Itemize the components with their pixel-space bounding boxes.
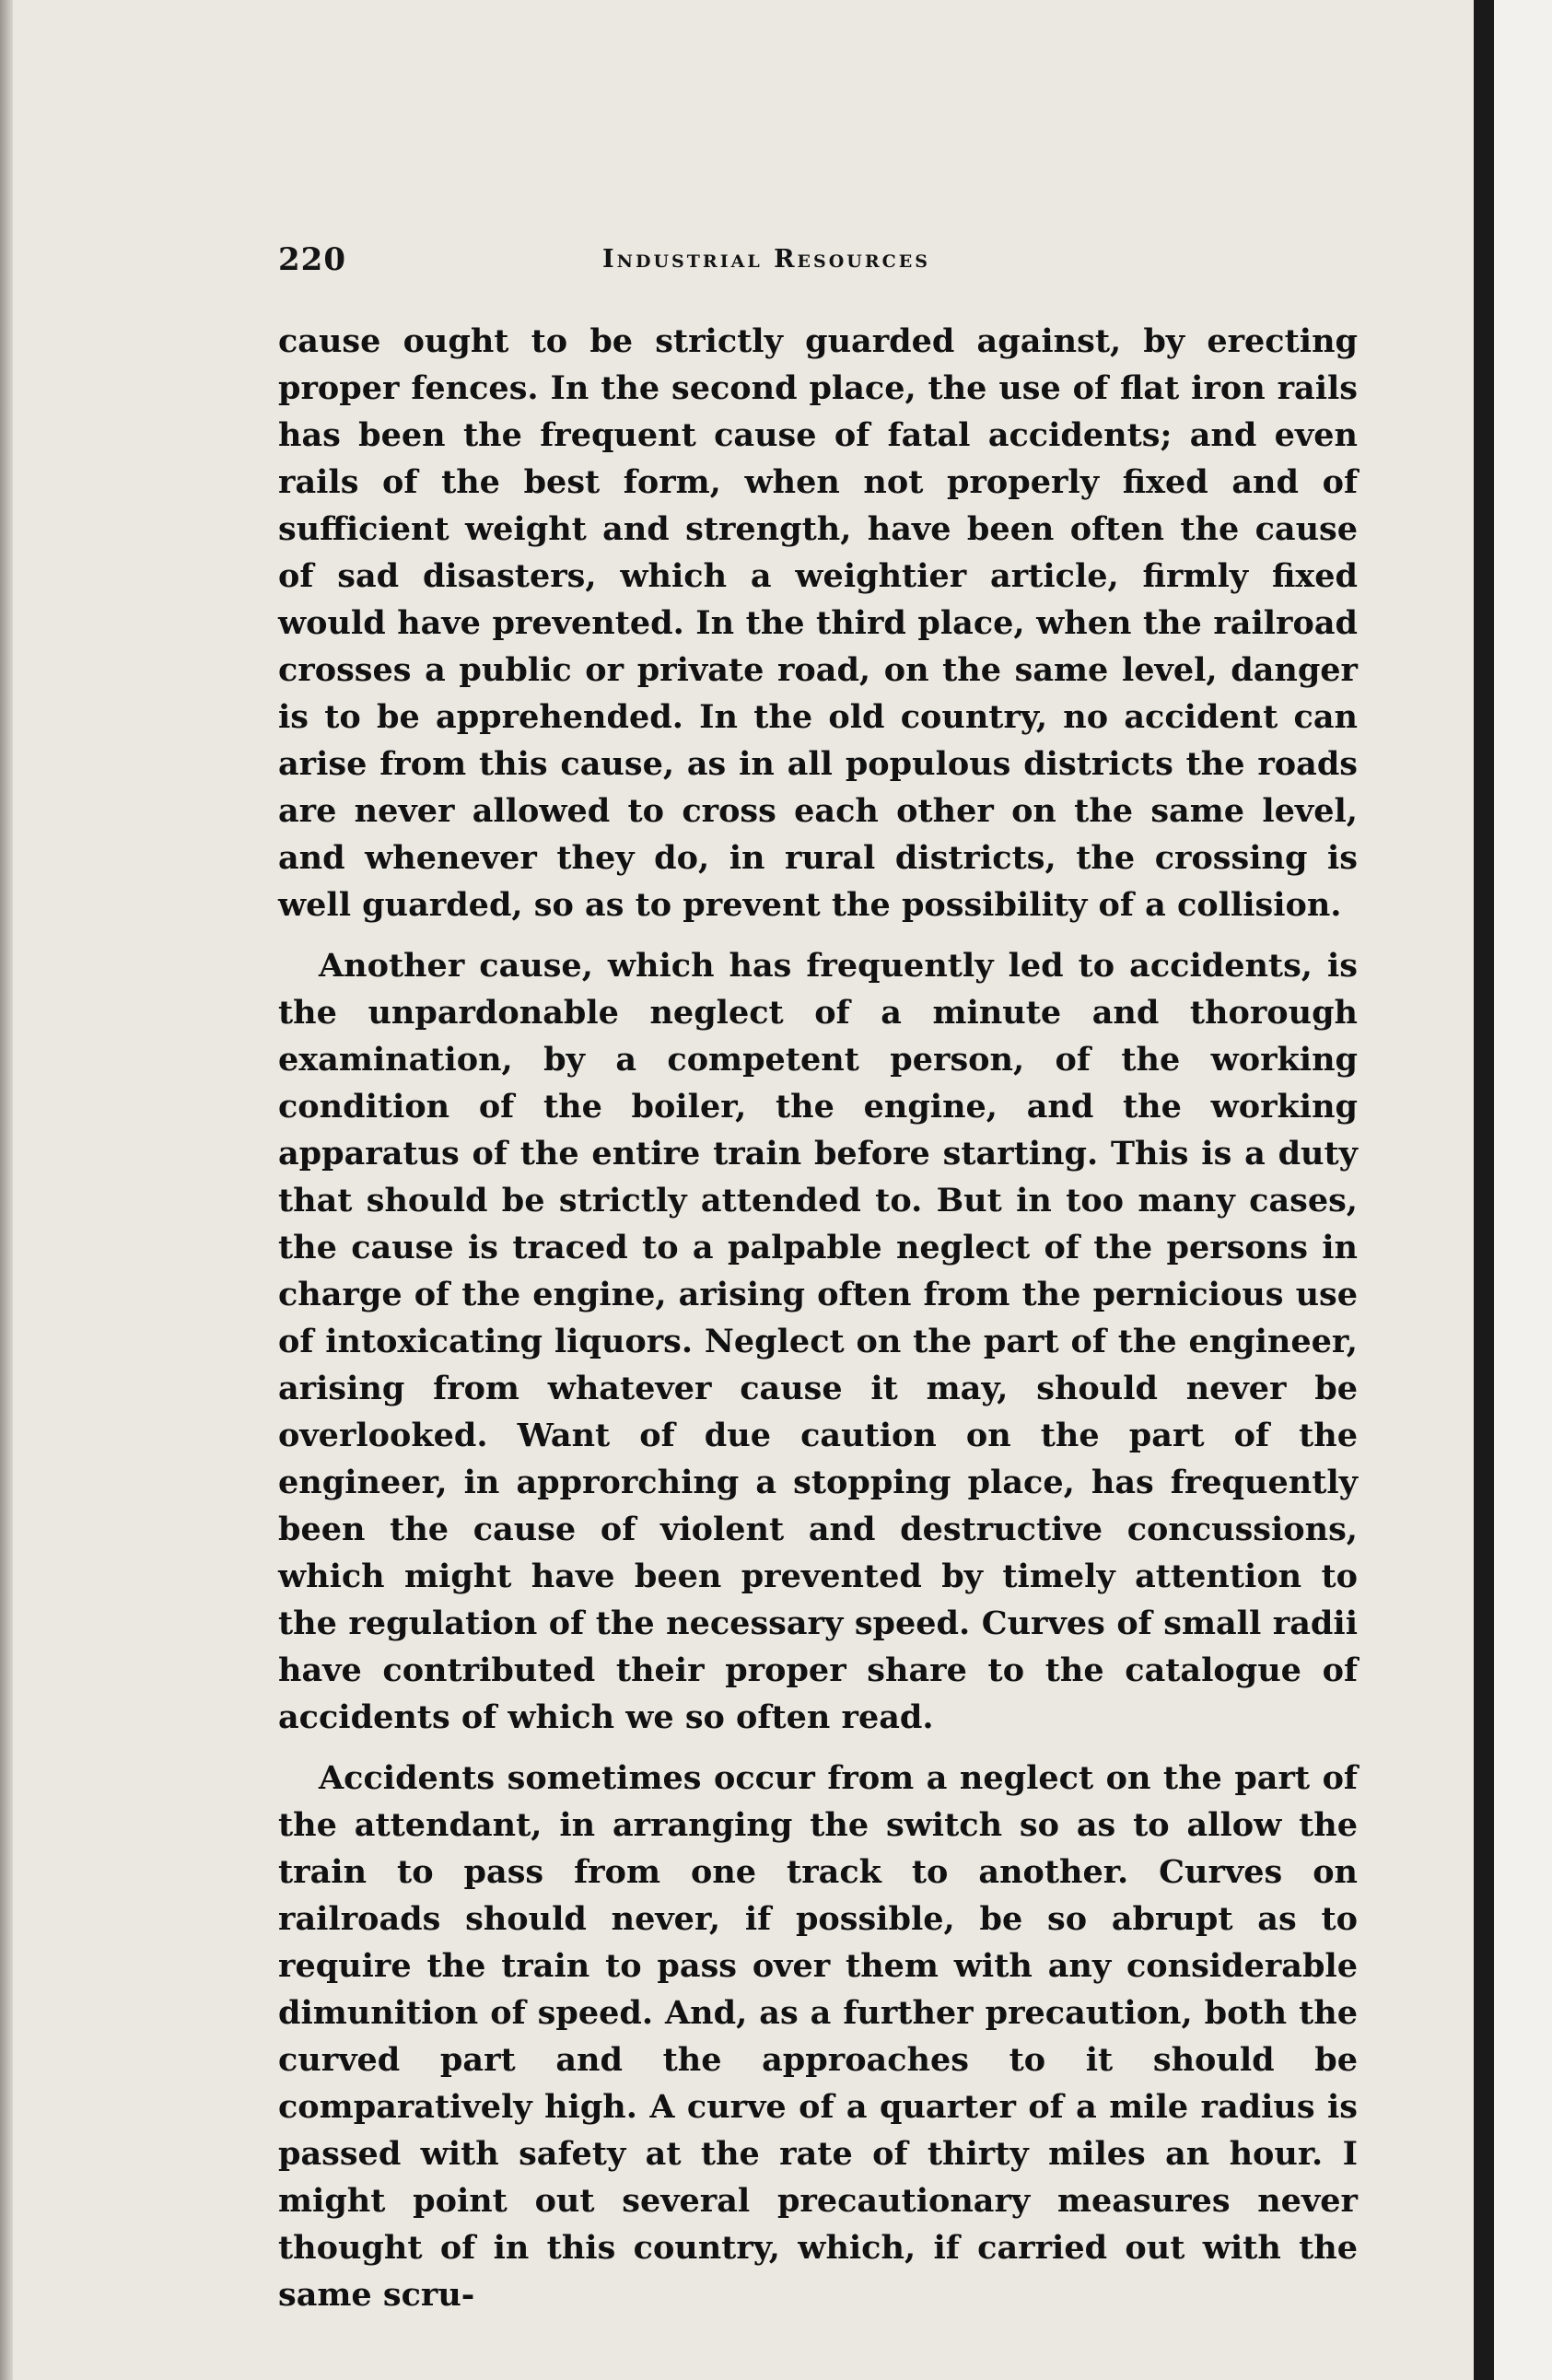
paragraph-accident-causes: Another cause, which has frequently led to accidents, is the unpardonable neglect of a minute and thorough examination, by a competent person, of the working condition of the boiler, the engine, and the working apparatus of the entire train before starting. This is a duty that should be strictly attended to. But in too many cases, the cause is traced to a palpable neglect of the persons in charge of the engine, arising often from the pernicious use of intoxicating liquors. Neglect on the part of the engineer, arising from whatever cause it may, should never be overlooked. Want of due caution on the part of the engineer, in approrching a stopping place, has frequently been the cause of violent and destructive concussions, which might have been prevented by timely attention to the regulation of the necessary speed. Curves of small radii have contributed their proper share to the catalogue of accidents of which we so often read.	[278, 947, 1358, 1736]
scan-edge-left	[0, 0, 13, 2380]
body-text	[278, 318, 1358, 2318]
binding-edge	[1474, 0, 1494, 2380]
adjacent-margin	[1494, 0, 1552, 2380]
page-number: 220	[278, 241, 346, 278]
running-head: Industrial Resources	[602, 245, 930, 274]
paragraph-continued: cause ought to be strictly guarded against, by erecting proper fences. In the second place, the use of flat iron rails has been the frequent cause of fatal accidents; and even rails of the best form, when not properly fixed and of sufficient weight and strength, have been often the cause of sad disasters, which a weightier article, firmly fixed would have prevented. In the third place, when the railroad crosses a public or private road, on the same level, danger is to be apprehended. In the old country, no accident can arise from this cause, as in all populous districts the roads are never allowed to cross each other on the same level, and whenever they do, in rural districts, the crossing is well guarded, so as to prevent the possibility of a collision.	[278, 322, 1358, 924]
page-header	[278, 241, 1358, 287]
paragraph-switch-curves: Accidents sometimes occur from a neglect on the part of the attendant, in arranging the switch so as to allow the train to pass from one track to another. Curves on railroads should never, if possible, be so abrupt as to require the train to pass over them with any considerable dimunition of speed. And, as a further precaution, both the curved part and the approaches to it should be comparatively high. A curve of a quarter of a mile radius is passed with safety at the rate of thirty miles an hour. I might point out several precautionary measures never thought of in this country, which, if carried out with the same scru-	[278, 1759, 1358, 2314]
